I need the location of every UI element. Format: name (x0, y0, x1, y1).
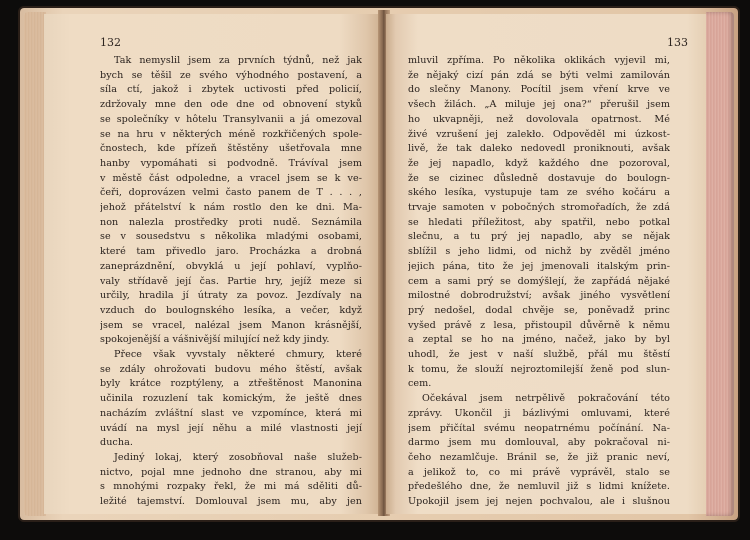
text-line: všech žilách. „A miluje jej ona?“ přerušil jsem (408, 99, 670, 111)
text-line: livě, že tak daleko nedovedl proniknouti, avšak (408, 143, 670, 155)
text-line: sblížil s jeho lidmi, od nichž by zvěděl jméno (408, 246, 670, 258)
text-line: se hledati příležitost, aby spatřil, nebo potkal (408, 216, 670, 228)
text-line: prý nedošel, dodal chvěje se, poněvadž princ (408, 304, 670, 316)
text-line: milostné dobrodružství; avšak jiného vysvětlení (408, 290, 670, 302)
text-line: a jelikož to, co mi právě vyprávěl, stalo se (408, 466, 670, 478)
text-line: Tak nemyslil jsem za prvních týdnů, než jak (114, 55, 362, 66)
text-line: darmo jsem mu domlouval, aby pokračoval ni- (408, 437, 670, 449)
text-line: trvaje samoten v pobočných stromořadích, že zdá (408, 202, 670, 214)
right-page (386, 14, 706, 514)
text-line: v městě část odpoledne, a vracel jsem se k ve- (100, 172, 362, 184)
text-line: vzduch do boulognského lesíka, a večer, když (100, 304, 362, 316)
text-line: zprávy. Ukončil ji bázlivými omluvami, které (408, 407, 670, 419)
text-line: mluvil zpříma. Po několika oklikách vyjevil mi, (408, 55, 670, 66)
right-page-number: 133 (667, 36, 688, 49)
text-line: jehož přátelství k nám rostlo den ke dni. Ma- (100, 202, 362, 214)
text-line: se v sousedstvu s několika mladými osobami, (100, 231, 362, 243)
right-page-text (408, 54, 670, 510)
text-line: síla ctí, jakož i zbytek uctivosti před policií, (100, 84, 362, 96)
text-line: jejich pána, tito že jej jmenovali italským prin- (408, 260, 670, 272)
text-line: jsem přičítal svému neopatrnému počínání. Na- (408, 422, 670, 434)
text-line: valy střídavě její čas. Partie hry, jejíž meze si (100, 275, 362, 287)
text-line: bych se těšil ze svého výhodného postavení, a (100, 69, 362, 81)
text-line: nacházím zvláštní slast ve vzpomínce, která mi (100, 407, 362, 419)
text-line: Přece však vyvstaly některé chmury, které (114, 349, 362, 361)
left-page (44, 14, 380, 514)
text-line: ského lesíka, vystupuje tam ze svého kočáru a (408, 187, 670, 199)
text-line: slečnu, a tu prý jej napadlo, aby se nějak (408, 231, 670, 243)
text-line: a zeptal se ho na jméno, načež, jako by byl (408, 334, 670, 346)
text-line: ho ukvapněji, než dovolovala opatrnost. Mé (408, 113, 670, 125)
text-line: uhodl, že jest v naší službě, přál mu štěstí (408, 349, 670, 361)
text-line: ležité tajemství. Domlouval jsem mu, aby jen (100, 496, 362, 508)
text-line: že se cizinec důsledně dostavuje do boulogn- (408, 172, 670, 184)
text-line: ducha. (100, 437, 133, 449)
text-line: že jej napadlo, když každého dne pozoroval, (408, 157, 670, 169)
text-line: se zdály ohrožovati budovu mého štěstí, avšak (100, 363, 362, 375)
text-line: hanby vypomáhati si podvodně. Trávíval jsem (100, 157, 362, 169)
text-line: čeři, doprovázen velmi často panem de T . . . , (100, 187, 362, 199)
text-line: zaneprázdnění, obvyklá u její pohlaví, vyplňo- (100, 260, 362, 272)
left-page-text (100, 54, 362, 510)
text-line: které tam přivedlo jaro. Procházka a drobná (100, 246, 362, 258)
left-page-number: 132 (100, 36, 121, 49)
text-line: se společníky v hôtelu Transylvanii a já omezoval (100, 113, 362, 125)
text-line: do slečny Manony. Pocítil jsem vření krve ve (408, 84, 670, 96)
text-line: určily, hradila jí útraty za povoz. Jezdívaly na (100, 290, 362, 302)
right-page-stack (706, 12, 734, 516)
text-line: že nějaký cizí pán zdá se býti velmi zamilován (408, 69, 670, 81)
text-line: čeho nezamlčuje. Bránil se, že již pranic neví, (408, 451, 670, 463)
text-line: předešlého dne, že nemluvil již s lidmi knížete. (408, 481, 670, 493)
text-line: jsem se vracel, nalézal jsem Manon krásnější, (100, 319, 362, 331)
text-line: živé vzrušení jej zalekło. Odpověděl mi úzkost- (408, 128, 670, 140)
text-line: k tomu, že slouží nejroztomilejší ženě pod slun- (408, 363, 670, 375)
text-line: cem a sami prý se domýšlejí, že zapřádá nějaké (408, 275, 670, 287)
text-line: uvádí na mysl její něhu a milé vlastnosti její (100, 422, 362, 434)
text-line: učinila rozuzlení tak komickým, že ještě dnes (100, 393, 362, 405)
text-line: se na hru v některých méně rozkřičených spole- (100, 128, 362, 140)
text-line: nictvo, pojal mne jednoho dne stranou, aby mi (100, 466, 362, 478)
text-line: cem. (408, 378, 432, 390)
text-line: Jediný lokaj, který zosobňoval naše služeb- (114, 451, 362, 463)
text-line: spokojenější a vášnivější milující než kdy jindy. (100, 334, 330, 346)
text-line: non nalezla prostředky proti nudě. Seznámila (100, 216, 362, 228)
text-line: čnostech, kde přízeň štěstěny ušetřovala mne (100, 143, 362, 155)
text-line: zdržovaly mne den ode dne od obnovení styků (100, 99, 362, 111)
text-line: Očekával jsem netrpělivě pokračování této (422, 393, 670, 405)
text-line: Upokojil jsem jej nejen pochvalou, ale i slušnou (408, 496, 670, 508)
left-page-stack (24, 12, 46, 516)
text-line: s mnohými rozpaky řekl, že mi má sděliti dů- (100, 481, 362, 493)
text-line: byly krátce rozptýleny, a ztřeštěnost Manonina (100, 378, 362, 390)
text-line: vyšed právě z lesa, přistoupil důvěrně k němu (408, 319, 670, 331)
